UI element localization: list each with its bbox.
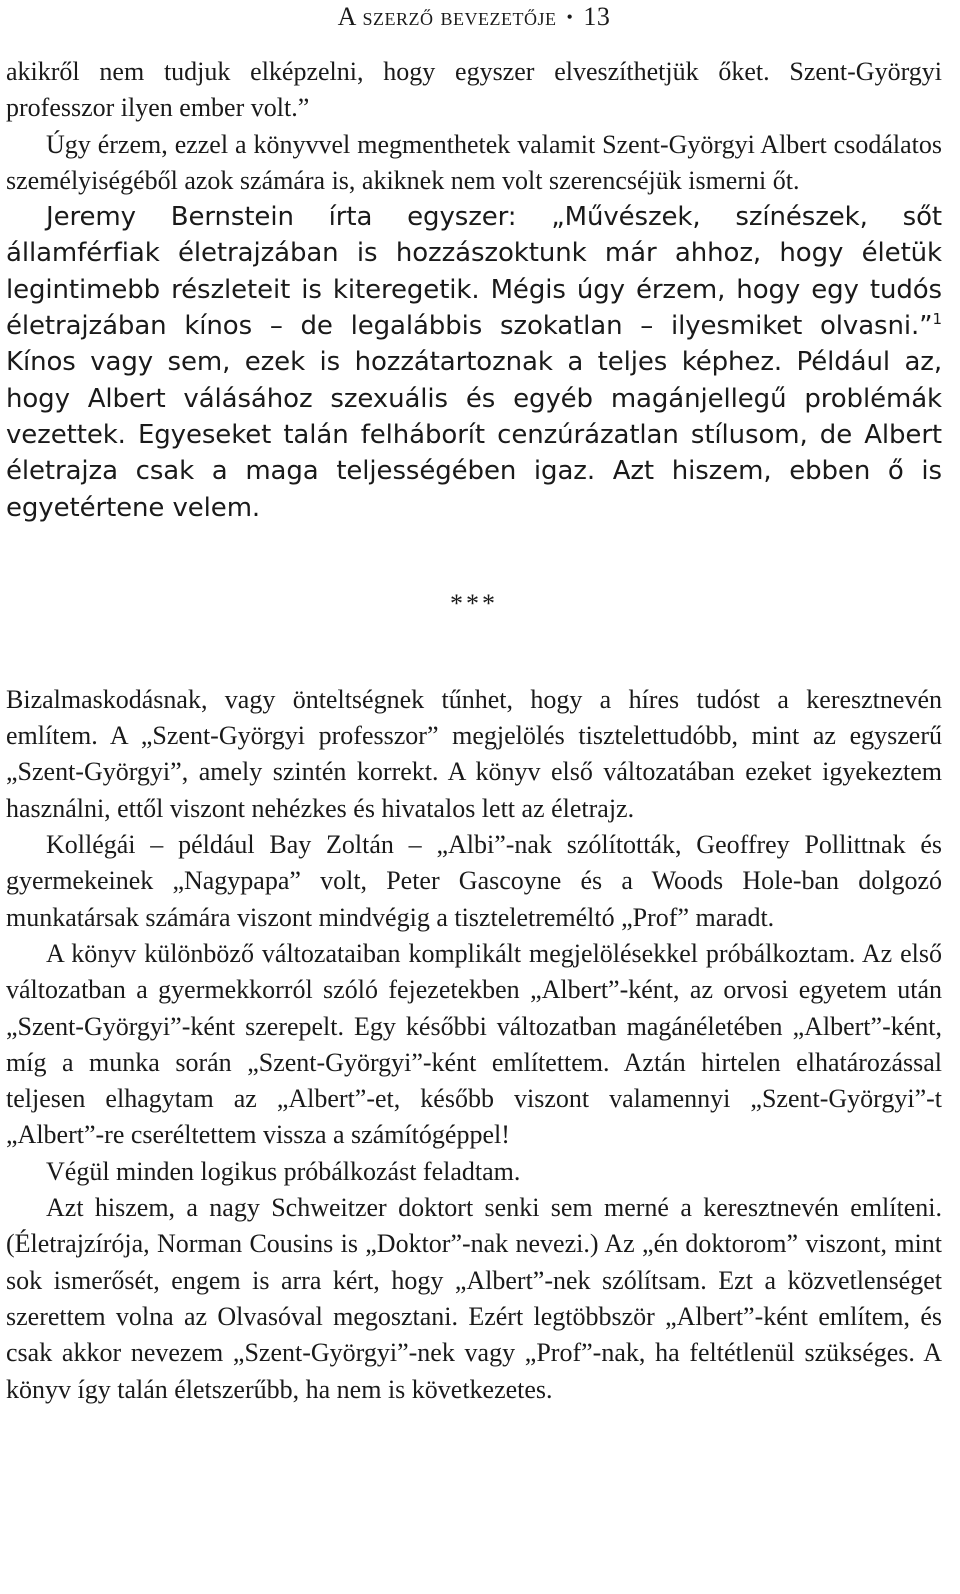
- paragraph: Kollégái – például Bay Zoltán – „Albi”-nak szólították, Geoffrey Pollittnak és gyermekeinek „Nagypapa” volt, Peter Gascoyne és a Woods Hole-ban dolgozó munkatársak számára viszont mindvégig a tiszteletreméltó „Prof” maradt.: [6, 830, 942, 932]
- body-text: [6, 54, 942, 1408]
- section-separator: ***: [450, 588, 498, 618]
- bullet-separator: •: [566, 7, 574, 27]
- paragraph: Végül minden logikus próbálkozást feladtam.: [46, 1156, 521, 1186]
- running-head: [6, 0, 942, 54]
- paragraph: Azt hiszem, a nagy Schweitzer doktort senki sem merné a keresztnevén említeni. (Életrajzírója, Norman Cousins is „Doktor”-nak nevezi.) Az „én doktorom” viszont, mint sok ismerősét, engem is arra kért, hogy „Albert”-nek szólítsam. Ezt a közvetlenséget szerettem volna az Olvasóval megosztani. Ezért legtöbbször „Albert”-ként említem, és csak akkor nevezem „Szent-Györgyi”-nek vagy „Prof”-nak, ha feltétlenül szükséges. A könyv így talán életszerűbb, ha nem is következetes.: [6, 1193, 942, 1404]
- footnote-marker: 1: [932, 310, 942, 329]
- paragraph: A könyv különböző változataiban komplikált megjelölésekkel próbálkoztam. Az első változatban a gyermekkorról szóló fejezetekben „Albert”-ként, az orvosi egyetem után „Szent-Györgyi”-ként szerepelt. Egy későbbi változatban magánéletében „Albert”-ként, míg a munka során „Szent-Györgyi”-ként említettem. Aztán hirtelen elhatározással teljesen elhagytam az „Albert”-et, később viszont valamennyi „Szent-Györgyi”-t „Albert”-re cseréltettem vissza a számítógéppel!: [6, 938, 942, 1150]
- paragraph: akikről nem tudjuk elképzelni, hogy egyszer elveszíthetjük őket. Szent-Györgyi professzor ilyen ember volt.”: [6, 57, 942, 123]
- paragraph: Bizalmaskodásnak, vagy önteltségnek tűnhet, hogy a híres tudóst a keresztnevén említem. A „Szent-Györgyi professzor” megjelölés tisztelettudóbb, mint az egyszerű „Szent-Györgyi”, amely szintén korrekt. A könyv első változatában ezeket igyekeztem használni, ettől viszont nehézkes és hivatalos lett az életrajz.: [6, 684, 942, 823]
- paragraph: Úgy érzem, ezzel a könyvvel megmenthetek valamit Szent-Györgyi Albert csodálatos személyiségéből azok számára is, akiknek nem volt szerencséjük ismerni őt.: [6, 129, 942, 195]
- book-page: [6, 0, 942, 1408]
- chapter-title: A szerző bevezetője: [337, 2, 557, 31]
- page-number: 13: [583, 2, 611, 31]
- quote-continuation: Kínos vagy sem, ezek is hozzátartoznak a teljes képhez. Például az, hogy Albert válásához szexuális és egyéb magánjellegű problémák vezettek. Egyeseket talán felháborít cenzúrázatlan stílusom, de Albert életrajza csak a maga teljességében igaz. Azt hiszem, ebben ő is egyetértene velem.: [6, 347, 942, 523]
- quote-text: Jeremy Bernstein írta egyszer: „Művészek, színészek, sőt államférfiak életrajzában is hozzászoktunk már ahhoz, hogy életük legintimebb részleteit is kiteregetik. Mégis úgy érzem, hogy egy tudós életrajzában kínos – de legalábbis szokatlan – ilyesmiket olvasni.”: [6, 202, 942, 342]
- quote-paragraph: [6, 199, 942, 526]
